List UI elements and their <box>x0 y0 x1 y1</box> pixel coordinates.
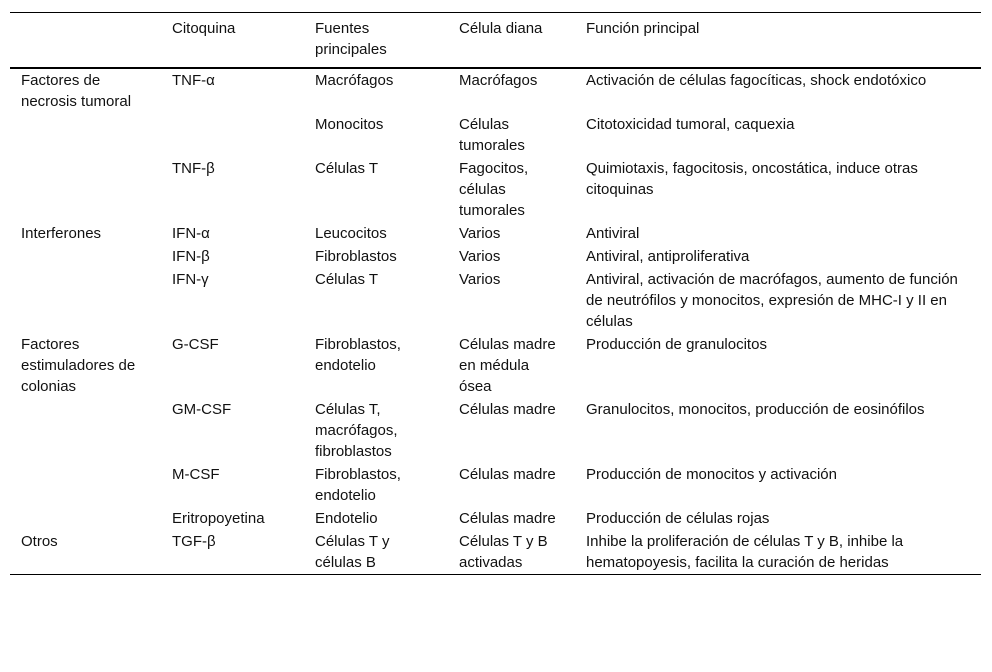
table-row <box>10 157 981 222</box>
table-row <box>10 113 981 157</box>
cell-sources: Células T <box>315 160 379 177</box>
cell-target: Células madre <box>459 401 556 418</box>
cytokine-table-container <box>10 12 981 575</box>
cell-category <box>10 398 161 463</box>
table-body <box>10 68 981 575</box>
cell-category <box>10 157 161 222</box>
cell-category <box>10 113 161 157</box>
cell-category: Otros <box>21 533 58 550</box>
cell-category <box>10 463 161 507</box>
header-category <box>10 13 161 69</box>
cell-function: Quimiotaxis, fagocitosis, oncostática, induce otras citoquinas <box>586 160 918 198</box>
cell-cytokine: TNF-α <box>172 72 215 89</box>
table-row <box>10 398 981 463</box>
cell-sources: Leucocitos <box>315 225 387 242</box>
cell-category <box>10 245 161 268</box>
cell-target: Células madre en médula ósea <box>459 336 556 395</box>
cell-target: Células madre <box>459 510 556 527</box>
cell-function: Antiviral, antiproliferativa <box>586 248 750 265</box>
cell-sources: Fibroblastos, endotelio <box>315 336 401 374</box>
cell-target: Fagocitos, células tumorales <box>459 160 529 219</box>
table-row <box>10 245 981 268</box>
cell-cytokine: Eritropoyetina <box>172 510 265 527</box>
cytokine-table <box>10 12 981 575</box>
cell-target: Varios <box>459 248 501 265</box>
header-row <box>10 13 981 69</box>
cell-cytokine: G-CSF <box>172 336 219 353</box>
table-header <box>10 13 981 69</box>
cell-cytokine: IFN-β <box>172 248 210 265</box>
cell-function: Antiviral <box>586 225 640 242</box>
cell-target: Macrófagos <box>459 72 538 89</box>
table-row <box>10 507 981 530</box>
cell-target: Varios <box>459 225 501 242</box>
cell-cytokine: GM-CSF <box>172 401 232 418</box>
cell-cytokine: IFN-α <box>172 225 210 242</box>
cell-sources: Fibroblastos, endotelio <box>315 466 401 504</box>
cell-category: Factores estimuladores de colonias <box>21 336 136 395</box>
cell-function: Producción de granulocitos <box>586 336 767 353</box>
cell-function: Activación de células fagocíticas, shock endotóxico <box>586 72 927 89</box>
header-cytokine: Citoquina <box>172 20 236 37</box>
cell-sources: Endotelio <box>315 510 378 527</box>
cell-target: Varios <box>459 271 501 288</box>
cell-category <box>10 268 161 333</box>
header-sources: Fuentes principales <box>315 20 387 58</box>
cell-category: Interferones <box>21 225 102 242</box>
cell-sources: Macrófagos <box>315 72 394 89</box>
cell-function: Inhibe la proliferación de células T y B, inhibe la hematopoyesis, facilita la curación de heridas <box>586 533 904 571</box>
cell-function: Granulocitos, monocitos, producción de eosinófilos <box>586 401 925 418</box>
cell-category <box>10 507 161 530</box>
cell-sources: Fibroblastos <box>315 248 397 265</box>
cell-function: Citotoxicidad tumoral, caquexia <box>586 116 795 133</box>
cell-sources: Células T <box>315 271 379 288</box>
cell-cytokine <box>161 113 304 157</box>
cell-target: Células T y B activadas <box>459 533 548 571</box>
cell-sources: Monocitos <box>315 116 384 133</box>
table-row <box>10 463 981 507</box>
cell-function: Producción de monocitos y activación <box>586 466 837 483</box>
header-function: Función principal <box>586 20 700 37</box>
cell-cytokine: TNF-β <box>172 160 215 177</box>
cell-function: Antiviral, activación de macrófagos, aumento de función de neutrófilos y monocitos, expresión de MHC-I y II en células <box>586 271 958 330</box>
table-row <box>10 333 981 398</box>
header-target: Célula diana <box>459 20 543 37</box>
table-row <box>10 268 981 333</box>
cell-sources: Células T y células B <box>315 533 390 571</box>
cell-target: Células tumorales <box>459 116 525 154</box>
cell-category: Factores de necrosis tumoral <box>21 72 132 110</box>
cell-cytokine: M-CSF <box>172 466 220 483</box>
cell-sources: Células T, macrófagos, fibroblastos <box>315 401 398 460</box>
cell-target: Células madre <box>459 466 556 483</box>
table-row <box>10 222 981 245</box>
cell-cytokine: IFN-γ <box>172 271 209 288</box>
table-row <box>10 68 981 113</box>
cell-function: Producción de células rojas <box>586 510 770 527</box>
table-row <box>10 530 981 575</box>
cell-cytokine: TGF-β <box>172 533 216 550</box>
